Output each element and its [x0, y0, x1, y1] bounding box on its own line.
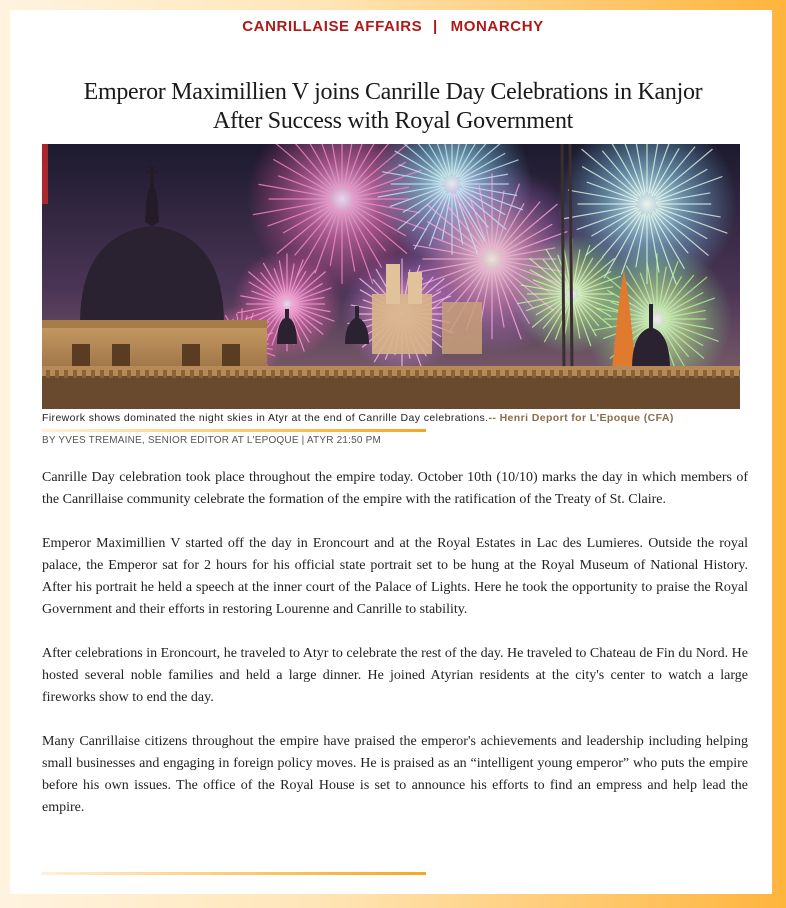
- headline: [40, 78, 746, 136]
- paragraph-3: After celebrations in Eroncourt, he traveled to Atyr to celebrate the rest of the day. He traveled to Chateau de Fin du Nord. He hosted several noble families and held a large dinner. He joined Atyrian residents at the city's center to watch a large fireworks show to end the day.: [42, 646, 748, 705]
- category-link[interactable]: MONARCHY: [450, 18, 544, 35]
- headline-line-1: Emperor Maximillien V joins Canrille Day Celebrations in Kanjor: [83, 79, 703, 106]
- caption-text: Firework shows dominated the night skies in Atyr at the end of Canrille Day celebrations.: [42, 412, 489, 424]
- footer-divider: [42, 872, 426, 875]
- headline-line-2: After Success with Royal Government: [212, 108, 574, 135]
- photo-credit: -- Henri Deport for L'Epoque (CFA): [488, 412, 674, 424]
- paragraph-2: Emperor Maximillien V started off the day in Eroncourt and at the Royal Estates in Lac des Lumieres. Outside the royal palace, the Emperor sat for 2 hours for his official state portrait set to be hung at the Royal Museum of National History. After his portrait he held a speech at the inner court of the Palace of Lights. Here he took the opportunity to praise the Royal Government and their efforts in restoring Lourenne and Canrille to stability.: [42, 536, 748, 617]
- fireworks-photo: [42, 144, 740, 409]
- paragraph-1: Canrille Day celebration took place throughout the empire today. October 10th (10/10) marks the day in which members of the Canrillaise community celebrate the formation of the empire with the ratification of the Treaty of St. Claire.: [42, 470, 748, 507]
- paragraph-4: Many Canrillaise citizens throughout the empire have praised the emperor's achievements and leadership including helping small businesses and engaging in foreign policy moves. He is praised as an “intelligent young emperor” who puts the empire before his own issues. The office of the Royal House is set to announce his efforts to find an empress and help lead the empire.: [42, 734, 748, 815]
- caption-divider: [42, 429, 426, 432]
- section-header: [0, 18, 786, 35]
- image-caption: [42, 412, 742, 424]
- byline: BY YVES TREMAINE, SENIOR EDITOR AT L'EPOQUE | ATYR 21:50 PM: [42, 435, 382, 446]
- article-body: [42, 467, 748, 841]
- section-divider: |: [433, 18, 438, 35]
- section-link[interactable]: CANRILLAISE AFFAIRS: [242, 18, 423, 35]
- hero-image: [42, 144, 740, 409]
